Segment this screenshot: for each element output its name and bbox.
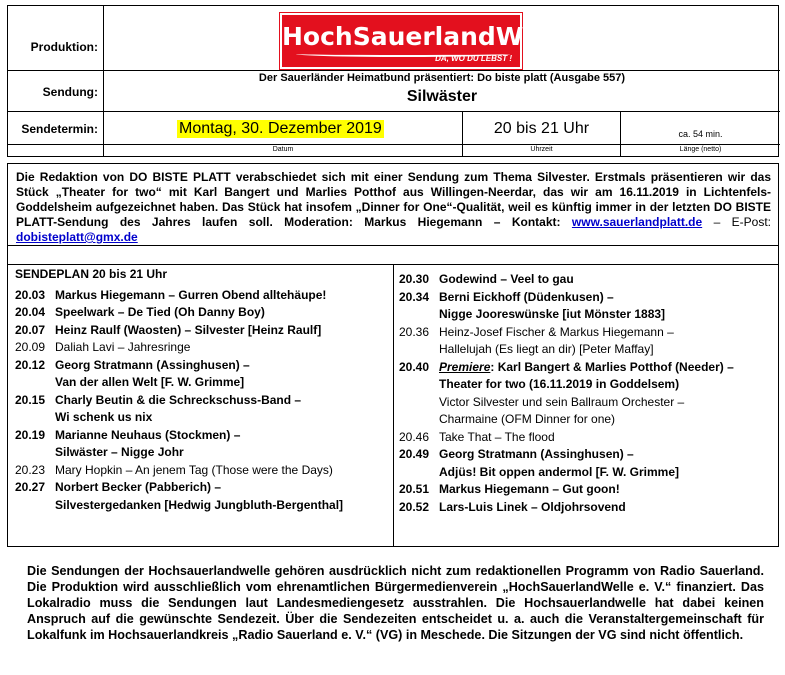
website-link[interactable]: www.sauerlandplatt.de: [571, 215, 703, 229]
intro-box: [7, 163, 779, 245]
schedule-entry-text: Nigge Jooreswünske [iut Mönster 1883]: [439, 307, 666, 321]
schedule-entry-text: Daliah Lavi – Jahresringe: [55, 340, 191, 354]
schedule-entry-text: Heinz-Josef Fischer & Markus Hiegemann –: [439, 324, 674, 339]
header-divider: [8, 144, 780, 145]
schedule-entry-line: [399, 289, 734, 307]
header-divider: [8, 111, 780, 112]
schedule-entry-time: 20.04: [15, 305, 46, 319]
schedule-entry-line: [15, 374, 343, 392]
schedule-divider: [393, 264, 394, 547]
header-table: [7, 5, 779, 157]
schedule-entry-time: 20.23: [15, 462, 46, 477]
schedule-entry-line: [399, 446, 734, 464]
schedule-entry-time: 20.46: [399, 429, 430, 444]
schedule-entry-text: Silwäster – Nigge Johr: [55, 445, 184, 459]
schedule-entry-text: Charmaine (OFM Dinner for one): [439, 412, 616, 426]
premiere-label: Premiere: [439, 359, 491, 374]
schedule-entry-text: : Karl Bangert & Marlies Potthof (Needer) –: [490, 359, 734, 374]
schedule-entry-text: Heinz Raulf (Waosten) – Silvester [Heinz Raulf]: [55, 322, 322, 337]
schedule-entry-text: Marianne Neuhaus (Stockmen) –: [55, 427, 241, 442]
schedule-entry-time: 20.34: [399, 289, 430, 304]
schedule-entry-text: Van der allen Welt [F. W. Grimme]: [55, 375, 245, 389]
schedule-entry-text: Godewind – Veel to gau: [439, 272, 574, 286]
schedule-entry-line: [399, 411, 734, 429]
schedule-entry-text: Georg Stratmann (Assinghusen) –: [439, 447, 634, 461]
intro-text: Die Redaktion von DO BISTE PLATT verabschiedet sich mit einer Sendung zum Thema Silvester. Erstmals präsentieren wir das Stück „Theater for two“ mit Karl Bangert und Marlies Potthof aus Willingen-Neerdar, das wir am 16.11.2019 in Lichtenfels-Goddelsheim aufgezeichnet haben. Das Stück hat insofem „Dinner for One“-Qualität, weil es künftig immer in der letzten DO BISTE PLATT-Sendung des Jahres laufen soll. Moderation: Markus Hiegemann – Kontakt:: [16, 170, 771, 229]
schedule-entry-text: Silvestergedanken [Hedwig Jungbluth-Bergenthal]: [55, 497, 344, 512]
schedule-entry-time: 20.15: [15, 392, 46, 407]
schedule-entry-line: [399, 376, 734, 394]
intro-paragraph: [8, 164, 778, 245]
date-caption: Datum: [272, 146, 294, 153]
schedule-entry-text: Markus Hiegemann – Gut goon!: [439, 482, 620, 496]
length-caption: Länge (netto): [679, 146, 722, 153]
schedule-entry-text: Georg Stratmann (Assinghusen) –: [55, 357, 250, 372]
time-caption: Uhrzeit: [530, 146, 553, 153]
schedule-entry-line: [15, 322, 343, 340]
schedule-entry-time: 20.36: [399, 324, 430, 339]
schedule-entry-line: [15, 444, 343, 462]
schedule-entry-line: [15, 392, 343, 410]
schedule-entry-text: Hallelujah (Es liegt an dir) [Peter Maffay]: [439, 342, 654, 356]
schedule-heading: SENDEPLAN 20 bis 21 Uhr: [15, 267, 168, 281]
schedule-entry-line: [399, 306, 734, 324]
schedule-entry-line: [15, 427, 343, 445]
schedule-entry-text: Victor Silvester und sein Ballraum Orchester –: [439, 394, 685, 409]
schedule-entry-line: [399, 394, 734, 412]
schedule-entry-line: [15, 497, 343, 515]
broadcast-date: Montag, 30. Dezember 2019: [179, 120, 382, 137]
schedule-entry-time: 20.03: [15, 287, 46, 302]
schedule-entry-text: Theater for two (16.11.2019 in Goddelsem): [439, 377, 680, 391]
schedule-entry-line: [399, 271, 734, 289]
schedule-box: [7, 245, 779, 547]
show-title: Silwäster: [406, 88, 478, 105]
schedule-entry-text: Lars-Luis Linek – Oldjohrsovend: [439, 499, 626, 514]
schedule-entry-line: [15, 287, 343, 305]
schedule-entry-line: [399, 324, 734, 342]
schedule-entry-text: Take That – The flood: [439, 429, 555, 444]
show-subtitle: Der Sauerländer Heimatbund präsentiert: Do biste platt (Ausgabe 557): [258, 72, 626, 84]
schedule-entry-time: 20.07: [15, 322, 46, 337]
schedule-entry-time: 20.12: [15, 357, 46, 372]
schedule-entry-line: [15, 357, 343, 375]
label-sendung: Sendung:: [42, 85, 98, 99]
schedule-entry-text: Wi schenk us nix: [55, 410, 153, 424]
schedule-entry-text: Speelwark – De Tied (Oh Danny Boy): [55, 305, 265, 319]
schedule-entry-time: 20.52: [399, 499, 430, 514]
label-sendetermin: Sendetermin:: [21, 122, 98, 136]
schedule-top-divider: [8, 264, 778, 265]
schedule-entry-line: [15, 462, 343, 480]
schedule-entry-line: [399, 359, 734, 377]
schedule-entry-time: 20.40: [399, 359, 430, 374]
schedule-entry-line: [399, 341, 734, 359]
schedule-entry-line: [15, 304, 343, 322]
email-label: – E-Post:: [702, 215, 772, 229]
schedule-entry-line: [15, 479, 343, 497]
schedule-entry-text: Mary Hopkin – An jenem Tag (Those were the Days): [55, 462, 333, 477]
schedule-entry-time: 20.49: [399, 447, 430, 461]
logo-name: HochSauerlandWelle: [282, 22, 574, 51]
schedule-entry-time: 20.51: [399, 482, 430, 496]
broadcast-length: ca. 54 min.: [678, 129, 723, 139]
schedule-entry-line: [399, 481, 734, 499]
schedule-entry-time: 20.19: [15, 427, 46, 442]
broadcast-time: 20 bis 21 Uhr: [493, 120, 590, 137]
schedule-entry-line: [399, 464, 734, 482]
hochsauerlandwelle-logo: [280, 13, 574, 69]
label-produktion: Produktion:: [30, 40, 98, 54]
schedule-entry-text: Norbert Becker (Pabberich) –: [55, 480, 222, 494]
logo-tagline: DA, WO DU LEBST !: [435, 54, 512, 63]
schedule-entry-line: [15, 339, 343, 357]
schedule-entry-time: 20.30: [399, 272, 430, 286]
header-divider: [103, 70, 780, 71]
schedule-entry-time: 20.27: [15, 480, 46, 494]
schedule-entry-line: [15, 409, 343, 427]
schedule-entry-text: Charly Beutin & die Schreckschuss-Band –: [55, 392, 302, 407]
header-divider: [8, 70, 103, 71]
schedule-entry-text: Markus Hiegemann – Gurren Obend alltehäupe!: [55, 287, 327, 302]
email-link[interactable]: dobisteplatt@gmx.de: [16, 230, 138, 244]
schedule-entry-line: [399, 429, 734, 447]
footer-disclaimer: Die Sendungen der Hochsauerlandwelle gehören ausdrücklich nicht zum redaktionellen Programm von Radio Sauerland. Die Produktion wird ausschließlich vom ehrenamtlichen Bürgermedienverein „HochSauerlandWelle e. V.“ finanziert. Das Lokalradio muss die Sendungen laut Landesmediengesetz ausstrahlen. Die Hochsauerlandwelle hat dabei keinen Anspruch auf die gewünschte Sendezeit. Über die Sendezeiten entscheidet u. a. auch die Veranstaltergemeinschaft für Lokalfunk im Hochsauerlandkreis „Radio Sauerland e. V.“ (VG) in Meschede. Die Sitzungen der VG sind nicht öffentlich.: [27, 564, 764, 642]
schedule-entry-line: [399, 499, 734, 517]
schedule-entry-text: Adjüs! Bit oppen andermol [F. W. Grimme]: [439, 464, 680, 479]
schedule-entry-time: 20.09: [15, 340, 46, 354]
schedule-right-column: [399, 271, 734, 546]
schedule-entry-text: Berni Eickhoff (Düdenkusen) –: [439, 289, 614, 304]
schedule-left-column: [15, 266, 343, 546]
